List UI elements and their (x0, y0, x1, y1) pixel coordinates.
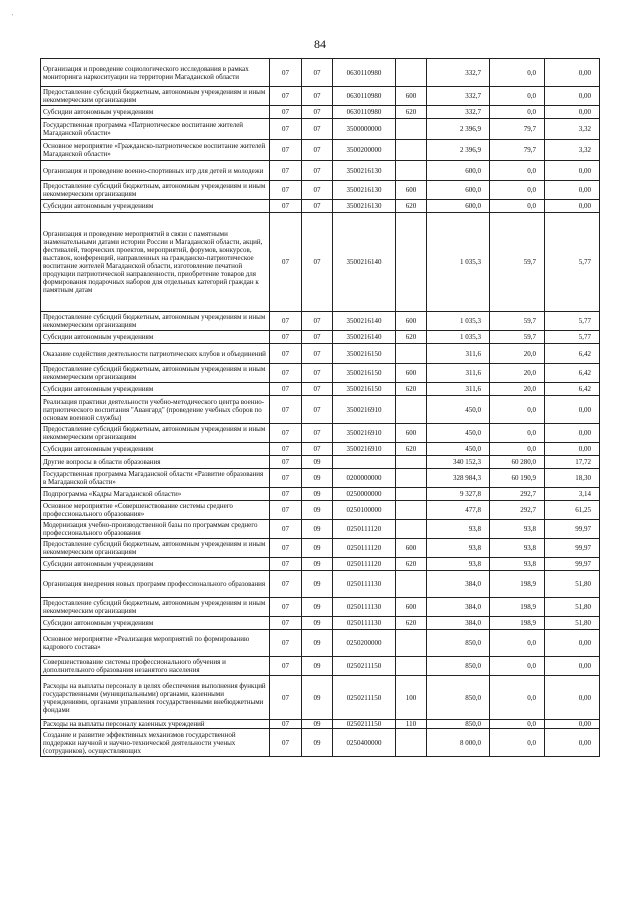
planned-amount-cell: 340 152,3 (427, 456, 490, 469)
row-name-cell: Предоставление субсидий бюджетным, автономным учреждениям и иным некоммерческим организациям (41, 312, 270, 331)
scan-mark: ' (12, 14, 14, 20)
row-name-cell: Основное мероприятие «Совершенствование системы среднего профессионального образования» (41, 501, 270, 520)
execution-percent-cell: 5,77 (545, 331, 600, 344)
subsection-code-cell: 09 (302, 729, 333, 757)
target-article-cell: 0250111120 (333, 558, 396, 571)
planned-amount-cell: 311,6 (427, 344, 490, 364)
row-name-cell: Предоставление субсидий бюджетным, автономным учреждениям и иным некоммерческим организациям (41, 598, 270, 617)
table-row (41, 571, 600, 598)
section-code-cell: 07 (270, 469, 302, 488)
executed-amount-cell: 198,9 (490, 571, 545, 598)
section-code-cell: 07 (270, 617, 302, 630)
execution-percent-cell: 3,32 (545, 140, 600, 161)
target-article-cell: 0250111120 (333, 539, 396, 558)
planned-amount-cell: 93,8 (427, 558, 490, 571)
executed-amount-cell: 0,0 (490, 161, 545, 181)
row-name-cell: Совершенствование системы профессионального обучения и дополнительного образования незанятого населения (41, 657, 270, 676)
expense-type-cell (396, 213, 427, 312)
planned-amount-cell: 8 000,0 (427, 729, 490, 757)
section-code-cell: 07 (270, 331, 302, 344)
table-row (41, 331, 600, 344)
subsection-code-cell: 09 (302, 630, 333, 657)
execution-percent-cell: 0,00 (545, 161, 600, 181)
target-article-cell: 3500216140 (333, 312, 396, 331)
table-row (41, 729, 600, 757)
subsection-code-cell: 07 (302, 443, 333, 456)
row-name-cell: Организация и проведение социологического исследования в рамках мониторинга наркоситуации на территории Магаданской области (41, 59, 270, 87)
row-name-cell: Предоставление субсидий бюджетным, автономным учреждениям и иным некоммерческим организациям (41, 424, 270, 443)
row-name-cell: Предоставление субсидий бюджетным, автономным учреждениям и иным некоммерческим организациям (41, 539, 270, 558)
table-row (41, 469, 600, 488)
table-row (41, 312, 600, 331)
subsection-code-cell: 07 (302, 396, 333, 424)
execution-percent-cell: 0,00 (545, 59, 600, 87)
planned-amount-cell: 93,8 (427, 539, 490, 558)
expense-type-cell: 110 (396, 720, 427, 729)
expense-type-cell (396, 571, 427, 598)
subsection-code-cell: 07 (302, 140, 333, 161)
row-name-cell: Основное мероприятие «Реализация мероприятий по формированию кадрового состава» (41, 630, 270, 657)
row-name-cell: Государственная программа Магаданской области «Развитие образования в Магаданской области» (41, 469, 270, 488)
execution-percent-cell: 18,30 (545, 469, 600, 488)
subsection-code-cell: 09 (302, 539, 333, 558)
executed-amount-cell: 292,7 (490, 501, 545, 520)
target-article-cell: 0250111130 (333, 617, 396, 630)
subsection-code-cell: 07 (302, 161, 333, 181)
row-name-cell: Организация внедрения новых программ профессионального образования (41, 571, 270, 598)
row-name-cell: Государственная программа «Патриотическое воспитание жителей Магаданской области» (41, 119, 270, 140)
execution-percent-cell: 0,00 (545, 87, 600, 106)
subsection-code-cell: 07 (302, 213, 333, 312)
table-row (41, 383, 600, 396)
section-code-cell: 07 (270, 501, 302, 520)
execution-percent-cell: 5,77 (545, 312, 600, 331)
subsection-code-cell: 09 (302, 657, 333, 676)
expense-type-cell (396, 469, 427, 488)
table-body (41, 59, 600, 757)
row-name-cell: Создание и развитие эффективных механизмов государственной поддержки научной и научно-технической деятельности ученых (сотрудников), осуществляющих (41, 729, 270, 757)
executed-amount-cell: 0,0 (490, 106, 545, 119)
execution-percent-cell: 0,00 (545, 106, 600, 119)
row-name-cell: Субсидии автономным учреждениям (41, 443, 270, 456)
table-row (41, 344, 600, 364)
row-name-cell: Подпрограмма «Кадры Магаданской области» (41, 488, 270, 501)
subsection-code-cell: 09 (302, 571, 333, 598)
section-code-cell: 07 (270, 539, 302, 558)
planned-amount-cell: 450,0 (427, 443, 490, 456)
expense-type-cell (396, 729, 427, 757)
target-article-cell: 3500216130 (333, 161, 396, 181)
row-name-cell: Предоставление субсидий бюджетным, автономным учреждениям и иным некоммерческим организациям (41, 87, 270, 106)
row-name-cell: Субсидии автономным учреждениям (41, 200, 270, 213)
executed-amount-cell: 0,0 (490, 424, 545, 443)
expense-type-cell: 620 (396, 383, 427, 396)
execution-percent-cell: 0,00 (545, 720, 600, 729)
execution-percent-cell: 6,42 (545, 344, 600, 364)
execution-percent-cell: 0,00 (545, 657, 600, 676)
target-article-cell: 3500200000 (333, 140, 396, 161)
execution-percent-cell: 61,25 (545, 501, 600, 520)
target-article-cell: 3500216140 (333, 213, 396, 312)
execution-percent-cell: 0,00 (545, 200, 600, 213)
execution-percent-cell: 0,00 (545, 630, 600, 657)
execution-percent-cell: 3,14 (545, 488, 600, 501)
executed-amount-cell: 0,0 (490, 729, 545, 757)
subsection-code-cell: 09 (302, 617, 333, 630)
expense-type-cell: 600 (396, 424, 427, 443)
planned-amount-cell: 850,0 (427, 676, 490, 720)
row-name-cell: Предоставление субсидий бюджетным, автономным учреждениям и иным некоммерческим организациям (41, 181, 270, 200)
target-article-cell: 3500216150 (333, 344, 396, 364)
target-article-cell: 0250111120 (333, 520, 396, 539)
expense-type-cell: 600 (396, 598, 427, 617)
target-article-cell: 3500216150 (333, 383, 396, 396)
table-row (41, 424, 600, 443)
table-row (41, 676, 600, 720)
executed-amount-cell: 0,0 (490, 720, 545, 729)
expense-type-cell (396, 344, 427, 364)
planned-amount-cell: 600,0 (427, 161, 490, 181)
table-row (41, 456, 600, 469)
target-article-cell: 0200000000 (333, 469, 396, 488)
execution-percent-cell: 0,00 (545, 424, 600, 443)
execution-percent-cell: 0,00 (545, 676, 600, 720)
section-code-cell: 07 (270, 598, 302, 617)
target-article-cell: 0630110980 (333, 59, 396, 87)
subsection-code-cell: 07 (302, 181, 333, 200)
planned-amount-cell: 332,7 (427, 106, 490, 119)
executed-amount-cell: 20,0 (490, 364, 545, 383)
table-row (41, 443, 600, 456)
table-row (41, 539, 600, 558)
expense-type-cell: 600 (396, 312, 427, 331)
planned-amount-cell: 384,0 (427, 571, 490, 598)
subsection-code-cell: 07 (302, 383, 333, 396)
target-article-cell: 3500216130 (333, 200, 396, 213)
execution-percent-cell: 6,42 (545, 383, 600, 396)
executed-amount-cell: 0,0 (490, 59, 545, 87)
expense-type-cell: 100 (396, 676, 427, 720)
execution-percent-cell: 5,77 (545, 213, 600, 312)
row-name-cell: Организация и проведение мероприятий в связи с памятными знаменательными датами истории России и Магаданской области, акций, фестивалей, творческих проектов, мероприятий, форумов, конкурсов, выставок, конференций, направленных на гражданско-патриотическое воспитание жителей Магаданской области, изготовление печатной продукции патриотической направленности, приобретение товаров для формирования подарочных наборов для отдельных категорий граждан к памятным датам (41, 213, 270, 312)
expense-type-cell (396, 396, 427, 424)
section-code-cell: 07 (270, 344, 302, 364)
executed-amount-cell: 0,0 (490, 200, 545, 213)
target-article-cell (333, 456, 396, 469)
planned-amount-cell: 450,0 (427, 424, 490, 443)
executed-amount-cell: 93,8 (490, 558, 545, 571)
section-code-cell: 07 (270, 312, 302, 331)
planned-amount-cell: 332,7 (427, 59, 490, 87)
row-name-cell: Расходы на выплаты персоналу казенных учреждений (41, 720, 270, 729)
row-name-cell: Предоставление субсидий бюджетным, автономным учреждениям и иным некоммерческим организациям (41, 364, 270, 383)
section-code-cell: 07 (270, 571, 302, 598)
section-code-cell: 07 (270, 119, 302, 140)
target-article-cell: 3500216910 (333, 424, 396, 443)
table-row (41, 364, 600, 383)
row-name-cell: Субсидии автономным учреждениям (41, 383, 270, 396)
planned-amount-cell: 328 984,3 (427, 469, 490, 488)
execution-percent-cell: 99,97 (545, 539, 600, 558)
section-code-cell: 07 (270, 364, 302, 383)
section-code-cell: 07 (270, 140, 302, 161)
target-article-cell: 0250400000 (333, 729, 396, 757)
expense-type-cell (396, 161, 427, 181)
section-code-cell: 07 (270, 396, 302, 424)
subsection-code-cell: 07 (302, 312, 333, 331)
subsection-code-cell: 09 (302, 456, 333, 469)
page-number: 84 (314, 37, 326, 51)
table-row (41, 520, 600, 539)
target-article-cell: 0250211150 (333, 657, 396, 676)
section-code-cell: 07 (270, 456, 302, 469)
table-row (41, 161, 600, 181)
executed-amount-cell: 198,9 (490, 617, 545, 630)
executed-amount-cell: 59,7 (490, 213, 545, 312)
section-code-cell: 07 (270, 383, 302, 396)
section-code-cell: 07 (270, 676, 302, 720)
section-code-cell: 07 (270, 488, 302, 501)
table-row (41, 657, 600, 676)
expense-type-cell (396, 501, 427, 520)
expense-type-cell (396, 119, 427, 140)
planned-amount-cell: 311,6 (427, 383, 490, 396)
subsection-code-cell: 09 (302, 676, 333, 720)
row-name-cell: Организация и проведение военно-спортивных игр для детей и молодежи (41, 161, 270, 181)
section-code-cell: 07 (270, 181, 302, 200)
table-row (41, 396, 600, 424)
execution-percent-cell: 51,80 (545, 617, 600, 630)
table-row (41, 119, 600, 140)
expense-type-cell: 620 (396, 617, 427, 630)
section-code-cell: 07 (270, 161, 302, 181)
expense-type-cell: 600 (396, 364, 427, 383)
row-name-cell: Субсидии автономным учреждениям (41, 617, 270, 630)
target-article-cell: 0250100000 (333, 501, 396, 520)
row-name-cell: Субсидии автономным учреждениям (41, 558, 270, 571)
target-article-cell: 0630110980 (333, 106, 396, 119)
section-code-cell: 07 (270, 213, 302, 312)
planned-amount-cell: 2 396,9 (427, 119, 490, 140)
expense-type-cell (396, 488, 427, 501)
expense-type-cell (396, 630, 427, 657)
execution-percent-cell: 99,97 (545, 520, 600, 539)
planned-amount-cell: 332,7 (427, 87, 490, 106)
target-article-cell: 3500216140 (333, 331, 396, 344)
subsection-code-cell: 07 (302, 424, 333, 443)
executed-amount-cell: 0,0 (490, 630, 545, 657)
section-code-cell: 07 (270, 59, 302, 87)
executed-amount-cell: 0,0 (490, 657, 545, 676)
planned-amount-cell: 1 035,3 (427, 213, 490, 312)
target-article-cell: 0250200000 (333, 630, 396, 657)
planned-amount-cell: 2 396,9 (427, 140, 490, 161)
executed-amount-cell: 79,7 (490, 119, 545, 140)
target-article-cell: 3500216130 (333, 181, 396, 200)
section-code-cell: 07 (270, 729, 302, 757)
planned-amount-cell: 1 035,3 (427, 312, 490, 331)
expense-type-cell: 620 (396, 558, 427, 571)
subsection-code-cell: 07 (302, 344, 333, 364)
section-code-cell: 07 (270, 200, 302, 213)
execution-percent-cell: 51,80 (545, 571, 600, 598)
executed-amount-cell: 20,0 (490, 383, 545, 396)
planned-amount-cell: 311,6 (427, 364, 490, 383)
expense-type-cell (396, 520, 427, 539)
expense-type-cell (396, 657, 427, 676)
row-name-cell: Модернизация учебно-производственной базы по программам среднего профессионального образования (41, 520, 270, 539)
table-row (41, 630, 600, 657)
executed-amount-cell: 0,0 (490, 676, 545, 720)
row-name-cell: Расходы на выплаты персоналу в целях обеспечения выполнения функций государственными (муниципальными) органами, казенными учреждениями, органами управления государственными внебюджетными фондами (41, 676, 270, 720)
section-code-cell: 07 (270, 630, 302, 657)
planned-amount-cell: 384,0 (427, 598, 490, 617)
executed-amount-cell: 0,0 (490, 87, 545, 106)
planned-amount-cell: 93,8 (427, 520, 490, 539)
expense-type-cell (396, 456, 427, 469)
planned-amount-cell: 1 035,3 (427, 331, 490, 344)
table-row (41, 617, 600, 630)
target-article-cell: 0250211150 (333, 720, 396, 729)
executed-amount-cell: 292,7 (490, 488, 545, 501)
subsection-code-cell: 07 (302, 200, 333, 213)
expense-type-cell: 600 (396, 87, 427, 106)
executed-amount-cell: 79,7 (490, 140, 545, 161)
section-code-cell: 07 (270, 87, 302, 106)
executed-amount-cell: 0,0 (490, 443, 545, 456)
row-name-cell: Оказание содействия деятельности патриотических клубов и объединений (41, 344, 270, 364)
subsection-code-cell: 09 (302, 520, 333, 539)
target-article-cell: 3500000000 (333, 119, 396, 140)
executed-amount-cell: 93,8 (490, 520, 545, 539)
subsection-code-cell: 09 (302, 558, 333, 571)
executed-amount-cell: 0,0 (490, 181, 545, 200)
execution-percent-cell: 0,00 (545, 443, 600, 456)
row-name-cell: Реализация практики деятельности учебно-методического центра военно-патриотического воспитания "Авангард" (проведение учебных сборов по основам военной службы) (41, 396, 270, 424)
target-article-cell: 0250111130 (333, 598, 396, 617)
table-row (41, 140, 600, 161)
planned-amount-cell: 600,0 (427, 200, 490, 213)
planned-amount-cell: 850,0 (427, 630, 490, 657)
planned-amount-cell: 850,0 (427, 720, 490, 729)
subsection-code-cell: 07 (302, 106, 333, 119)
subsection-code-cell: 07 (302, 331, 333, 344)
section-code-cell: 07 (270, 520, 302, 539)
table-row (41, 501, 600, 520)
planned-amount-cell: 9 327,8 (427, 488, 490, 501)
section-code-cell: 07 (270, 424, 302, 443)
row-name-cell: Субсидии автономным учреждениям (41, 106, 270, 119)
table-row (41, 59, 600, 87)
section-code-cell: 07 (270, 558, 302, 571)
section-code-cell: 07 (270, 443, 302, 456)
subsection-code-cell: 07 (302, 364, 333, 383)
executed-amount-cell: 93,8 (490, 539, 545, 558)
target-article-cell: 0250000000 (333, 488, 396, 501)
table-row (41, 598, 600, 617)
executed-amount-cell: 0,0 (490, 396, 545, 424)
subsection-code-cell: 09 (302, 469, 333, 488)
table-row (41, 720, 600, 729)
row-name-cell: Другие вопросы в области образования (41, 456, 270, 469)
section-code-cell: 07 (270, 720, 302, 729)
table-row (41, 87, 600, 106)
budget-table (40, 58, 600, 757)
expense-type-cell: 620 (396, 331, 427, 344)
subsection-code-cell: 09 (302, 501, 333, 520)
table-row (41, 558, 600, 571)
table-row (41, 181, 600, 200)
subsection-code-cell: 09 (302, 598, 333, 617)
target-article-cell: 3500216910 (333, 396, 396, 424)
subsection-code-cell: 09 (302, 720, 333, 729)
executed-amount-cell: 198,9 (490, 598, 545, 617)
executed-amount-cell: 20,0 (490, 344, 545, 364)
planned-amount-cell: 600,0 (427, 181, 490, 200)
subsection-code-cell: 07 (302, 59, 333, 87)
planned-amount-cell: 450,0 (427, 396, 490, 424)
table-row (41, 200, 600, 213)
execution-percent-cell: 0,00 (545, 729, 600, 757)
target-article-cell: 0630110980 (333, 87, 396, 106)
row-name-cell: Основное мероприятие «Гражданско-патриотическое воспитание жителей Магаданской области» (41, 140, 270, 161)
target-article-cell: 3500216910 (333, 443, 396, 456)
table-row (41, 488, 600, 501)
execution-percent-cell: 99,97 (545, 558, 600, 571)
target-article-cell: 3500216150 (333, 364, 396, 383)
expense-type-cell: 620 (396, 443, 427, 456)
subsection-code-cell: 09 (302, 488, 333, 501)
execution-percent-cell: 0,00 (545, 396, 600, 424)
section-code-cell: 07 (270, 657, 302, 676)
target-article-cell: 0250211150 (333, 676, 396, 720)
execution-percent-cell: 0,00 (545, 181, 600, 200)
execution-percent-cell: 6,42 (545, 364, 600, 383)
execution-percent-cell: 51,80 (545, 598, 600, 617)
expense-type-cell (396, 140, 427, 161)
section-code-cell: 07 (270, 106, 302, 119)
expense-type-cell: 620 (396, 200, 427, 213)
executed-amount-cell: 59,7 (490, 331, 545, 344)
table-row (41, 106, 600, 119)
execution-percent-cell: 3,32 (545, 119, 600, 140)
row-name-cell: Субсидии автономным учреждениям (41, 331, 270, 344)
expense-type-cell: 600 (396, 539, 427, 558)
executed-amount-cell: 59,7 (490, 312, 545, 331)
target-article-cell: 0250111130 (333, 571, 396, 598)
subsection-code-cell: 07 (302, 87, 333, 106)
expense-type-cell (396, 59, 427, 87)
expense-type-cell: 600 (396, 181, 427, 200)
executed-amount-cell: 60 190,9 (490, 469, 545, 488)
subsection-code-cell: 07 (302, 119, 333, 140)
execution-percent-cell: 17,72 (545, 456, 600, 469)
expense-type-cell: 620 (396, 106, 427, 119)
planned-amount-cell: 477,8 (427, 501, 490, 520)
table-row (41, 213, 600, 312)
planned-amount-cell: 384,0 (427, 617, 490, 630)
executed-amount-cell: 60 280,0 (490, 456, 545, 469)
planned-amount-cell: 850,0 (427, 657, 490, 676)
